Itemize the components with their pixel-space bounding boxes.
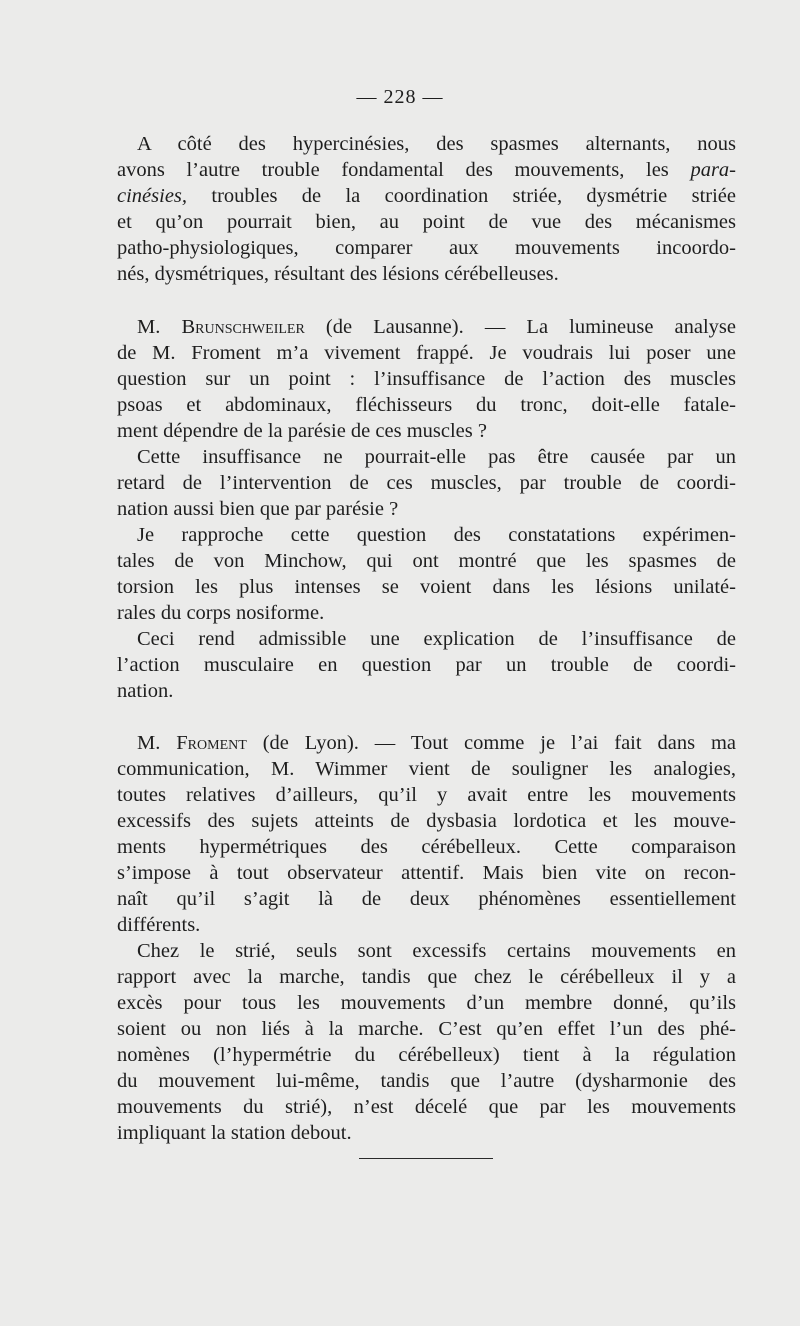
text-line: M. Froment (de Lyon). — Tout comme je l’ai fait dans ma xyxy=(137,732,737,754)
section-divider xyxy=(359,1158,493,1159)
text-line: psoas et abdominaux, fléchisseurs du tronc, doit-elle fatale- xyxy=(117,394,736,416)
text-line: mouvements du strié), n’est décelé que par les mouvements xyxy=(117,1096,736,1118)
text-line: ment dépendre de la parésie de ces muscles ? xyxy=(117,420,487,442)
text-line: nomènes (l’hypermétrie du cérébelleux) tient à la régulation xyxy=(117,1044,736,1066)
speaker-name: Froment xyxy=(176,732,247,754)
text-line: Cette insuffisance ne pourrait-elle pas être causée par un xyxy=(137,446,736,468)
text-line: différents. xyxy=(117,914,201,936)
text-line: naît qu’il s’agit là de deux phénomènes essentiellement xyxy=(117,888,736,910)
text-line: nés, dysmétriques, résultant des lésions cérébelleuses. xyxy=(117,263,559,285)
text-line: rales du corps nosiforme. xyxy=(117,602,325,624)
text-line: toutes relatives d’ailleurs, qu’il y avait entre les mouvements xyxy=(117,784,736,806)
text-line: cinésies, troubles de la coordination striée, dysmétrie striée xyxy=(117,185,736,207)
text-line: torsion les plus intenses se voient dans les lésions unilaté- xyxy=(117,576,736,598)
text-line: excessifs des sujets atteints de dysbasia lordotica et les mouve- xyxy=(117,810,736,832)
text-line: retard de l’intervention de ces muscles, par trouble de coordi- xyxy=(117,472,736,494)
text-line: nation. xyxy=(117,680,174,702)
text-line: rapport avec la marche, tandis que chez le cérébelleux il y a xyxy=(117,966,736,988)
text-line: ments hypermétriques des cérébelleux. Cette comparaison xyxy=(117,836,736,858)
text-line: Je rapproche cette question des constatations expérimen- xyxy=(137,524,736,546)
text-line: communication, M. Wimmer vient de souligner les analogies, xyxy=(117,758,736,780)
text-line: A côté des hypercinésies, des spasmes alternants, nous xyxy=(137,133,736,155)
text-line: et qu’on pourrait bien, au point de vue des mécanismes xyxy=(117,211,736,233)
page-number: — 228 — xyxy=(356,86,444,108)
text-line: s’impose à tout observateur attentif. Mais bien vite on recon- xyxy=(117,862,736,884)
text-line: M. Brunschweiler (de Lausanne). — La lumineuse analyse xyxy=(137,316,736,338)
text-line: patho-physiologiques, comparer aux mouvements incoordo- xyxy=(117,237,736,259)
text-line: nation aussi bien que par parésie ? xyxy=(117,498,399,520)
speaker-name: Brunschweiler xyxy=(181,316,305,338)
text-line: impliquant la station debout. xyxy=(117,1122,352,1144)
text-line: excès pour tous les mouvements d’un membre donné, qu’ils xyxy=(117,992,736,1014)
text-line: Ceci rend admissible une explication de l’insuffisance de xyxy=(137,628,736,650)
text-line: du mouvement lui-même, tandis que l’autre (dysharmonie des xyxy=(117,1070,736,1092)
text-line: avons l’autre trouble fondamental des mouvements, les para- xyxy=(117,159,736,181)
text-line: tales de von Minchow, qui ont montré que les spasmes de xyxy=(117,550,736,572)
text-line: question sur un point : l’insuffisance de l’action des muscles xyxy=(117,368,736,390)
text-line: Chez le strié, seuls sont excessifs certains mouvements en xyxy=(137,940,736,962)
text-line: soient ou non liés à la marche. C’est qu’en effet l’un des phé- xyxy=(117,1018,736,1040)
text-line: de M. Froment m’a vivement frappé. Je voudrais lui poser une xyxy=(117,342,736,364)
text-line: l’action musculaire en question par un trouble de coordi- xyxy=(117,654,736,676)
